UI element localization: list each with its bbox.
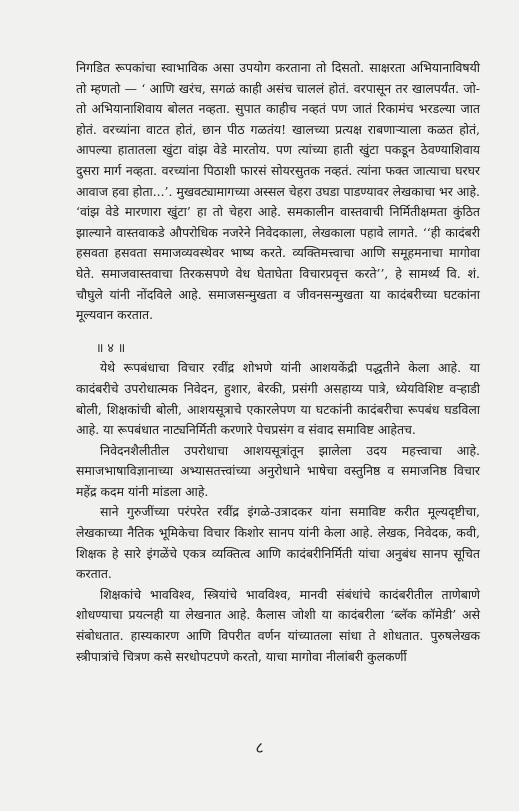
page-number: ८	[255, 738, 264, 757]
paragraph: साने गुरुजींच्या परंपरेत रवींद्र इंगळे-उत्रादकर यांना समाविष्ट करीत मूल्यदृष्टीचा, लेखकाच्या नैतिक भूमिकेचा विचार किशोर सानप यांनी केला आहे. लेखक, निवेदक, कवी, शिक्षक हे सारे इंगळेंचे एकत्र व्यक्तित्व आणि कादंबरीनिर्मिती यांचा अनुबंध सानप सूचित करतात.	[76, 504, 480, 582]
paragraph: शिक्षकांचे भावविश्व, स्त्रियांचे भावविश्व, मानवी संबंधांचे कादंबरीतील ताणेबाणे शोधण्याचा प्रयत्नही या लेखनात आहे. कैलास जोशी या कादंबरीला ‘ब्लॅक कॉमेडी’ असे संबोधतात. हास्यकारण आणि विपरीत वर्णन यांच्यातला सांधा ते शोधतात. पुरुषलेखक स्त्रीपात्रांचे चित्रण कसे सरधोपटपणे करतो, याचा मागोवा नीलांबरी कुलकर्णी	[76, 586, 480, 664]
body-text	[76, 58, 480, 667]
paragraph-continued: निगडित रूपकांचा स्वाभाविक असा उपयोग करताना तो दिसतो. साक्षरता अभियानाविषयी तो म्हणतो — ‘ आणि खरंच, सगळं काही असंच चाललं होतं. वरपासून तर खालपर्यंत. जो-तो अभियानाशिवाय बोलत नव्हता. सुपात काहीच नव्हतं पण जातं रिकामंच भरडल्या जात होतं. वरच्यांना वाटत होतं, छान पीठ गळतंय! खालच्या प्रत्यक्ष राबणाऱ्याला कळत होतं, आपल्या हातातला खुंटा वांझ वेडे मारतोय. पण त्यांच्या हाती खुंटा पकडून ठेवण्याशिवाय दुसरा मार्ग नव्हता. वरच्यांना पिठाशी फारसं सोयरसुतक नव्हतं. त्यांना फक्त जात्याचा घरघर आवाज हवा होता...’. मुखवट्यामागच्या अस्सल चेहरा उघडा पाडण्यावर लेखकाचा भर आहे. ‘वांझ वेडे मारणारा खुंटा’ हा तो चेहरा आहे. समकालीन वास्तवाची निर्मितीक्षमता कुंठित झाल्याने वास्तवाकडे औपरोधिक नजरेने निवेदकाला, लेखकाला पहावे लागते. ‘‘ही कादंबरी हसवता हसवता समाजव्यवस्थेवर भाष्य करते. व्यक्तिमत्त्वाचा आणि समूहमनाचा मागोवा घेते. समाजवास्तवाचा तिरकसपणे वेध घेताघेता विचारप्रवृत्त करते’’, हे सामर्थ्य वि. शं. चौघुले यांनी नोंदविले आहे. समाजसन्मुखता व जीवनसन्मुखता या कादंबरीच्या घटकांना मूल्यवान करतात.	[76, 60, 480, 323]
section-marker: ॥ ४ ॥	[96, 339, 126, 355]
paragraph: येथे रूपबंधाचा विचार रवींद्र शोभणे यांनी आशयकेंद्री पद्धतीने केला आहे. या कादंबरीचे उपरोधात्मक निवेदन, हुशार, बेरकी, प्रसंगी असहाय्य पात्रे, ध्येयविशिष्ट वऱ्हाडी बोली, शिक्षकांची बोली, आशयसूत्राचे एकारलेपण या घटकांनी कादंबरीचा रूपबंध घडविला आहे. या रूपबंधात नाट्यनिर्मिती करणारे पेचप्रसंग व संवाद समाविष्ट आहेतच.	[76, 360, 480, 438]
paragraph: निवेदनशैलीतील उपरोधाचा आशयसूत्रांतून झालेला उदय महत्त्वाचा आहे. समाजभाषाविज्ञानाच्या अभ्यासतत्त्वांच्या अनुरोधाने भाषेचा वस्तुनिष्ठ व समाजनिष्ठ विचार महेंद्र कदम यांनी मांडला आहे.	[76, 442, 480, 499]
